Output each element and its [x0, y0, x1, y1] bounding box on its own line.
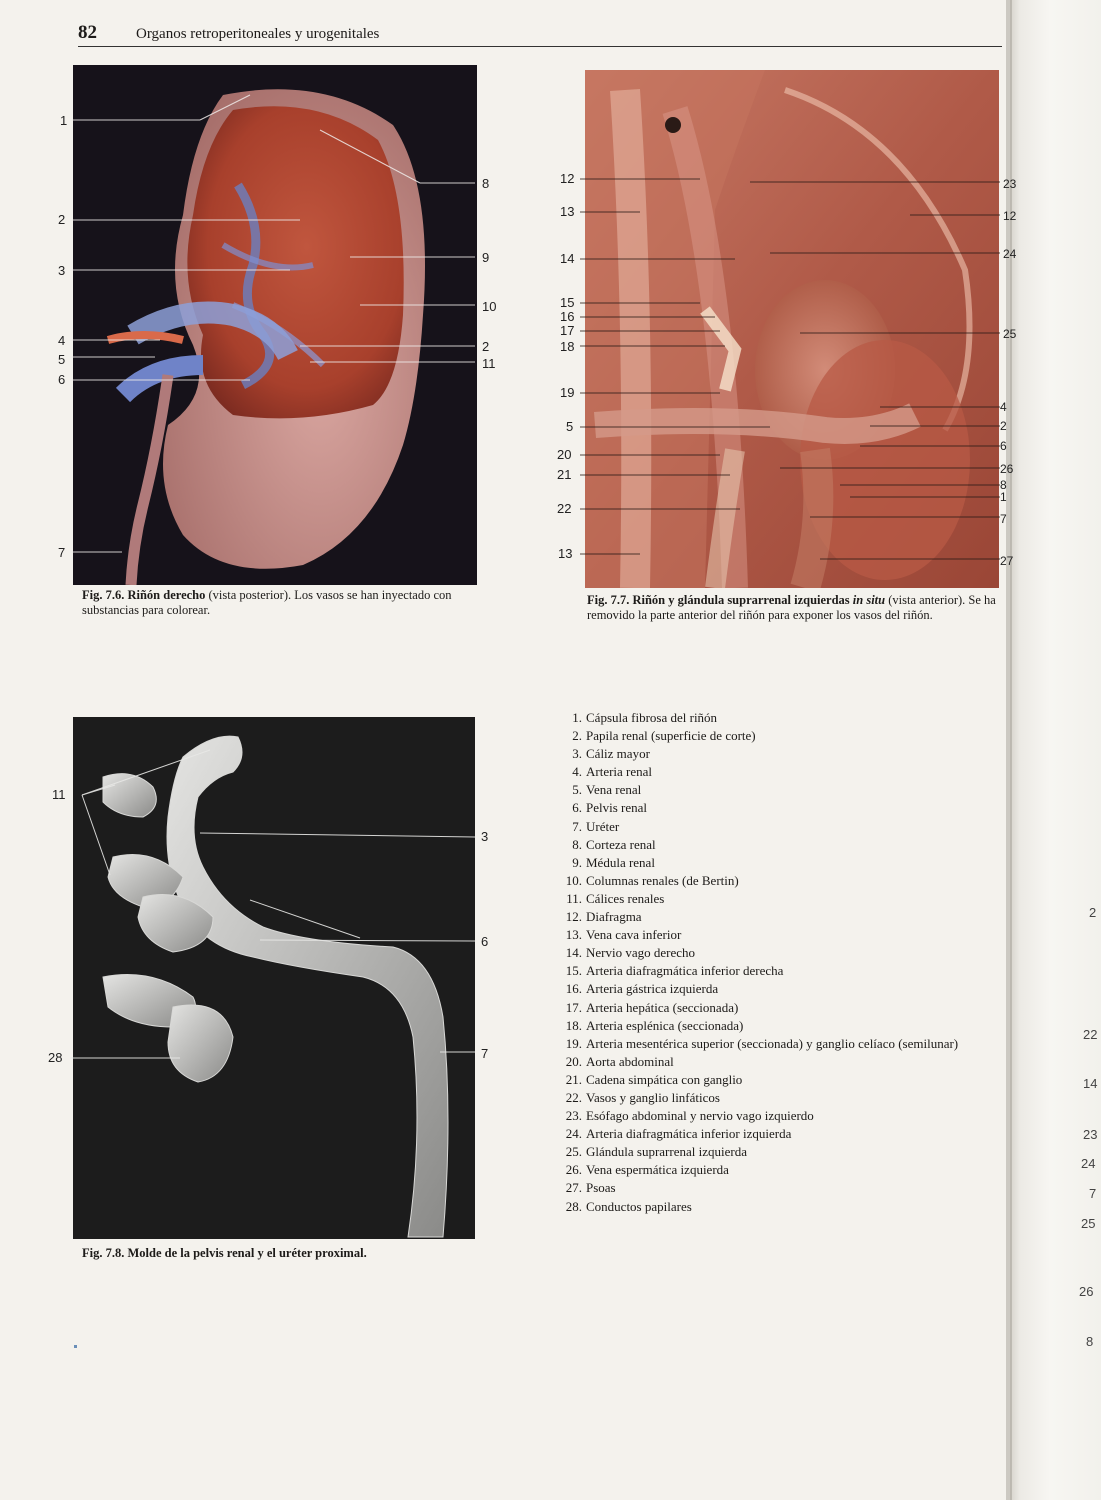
fig76-label-7: 7: [58, 545, 66, 560]
fig76-label-5: 5: [58, 352, 66, 367]
legend-item: 26. Vena espermática izquierda: [565, 1162, 729, 1178]
fig77-label-19: 19: [560, 385, 575, 400]
fig76-leader-lines: [60, 90, 480, 570]
fig77-label-13: 13: [560, 204, 575, 219]
fig78-label-28: 28: [48, 1050, 63, 1065]
fig77-label-27: 27: [1000, 554, 1014, 568]
fig77-label-23: 23: [1003, 177, 1017, 191]
fig77-label-26: 26: [1000, 462, 1014, 476]
fig77-leader-lines: [580, 170, 1000, 570]
legend-item: 9. Médula renal: [572, 854, 655, 870]
fig77-label-18: 18: [560, 339, 575, 354]
fig77-label-12: 12: [560, 171, 575, 186]
legend-item: 20. Aorta abdominal: [565, 1053, 674, 1069]
fig76-label-2b: 2: [482, 339, 490, 354]
fig77-label-22: 22: [557, 501, 572, 516]
legend-item: 23. Esófago abdominal y nervio vago izquierdo: [565, 1108, 814, 1124]
legend-item: 5. Vena renal: [572, 782, 642, 798]
legend-item: 1. Cápsula fibrosa del riñón: [572, 710, 718, 725]
fig77-label-12b: 12: [1003, 209, 1017, 223]
fig76-label-10: 10: [482, 299, 497, 314]
legend-item: 11. Cálices renales: [566, 890, 665, 906]
legend-item: 10. Columnas renales (de Bertin): [565, 872, 739, 888]
legend-item: 28. Conductos papilares: [565, 1198, 692, 1214]
fig78-label-3: 3: [481, 829, 489, 844]
legend-item: 21. Cadena simpática con ganglio: [565, 1071, 743, 1087]
next-page-number: 2: [1089, 905, 1097, 920]
fig77-label-15: 15: [560, 295, 575, 310]
fig78-caption: Fig. 7.8. Molde de la pelvis renal y el uréter proximal.: [82, 1246, 367, 1260]
fig77-label-24: 24: [1003, 247, 1017, 261]
legend-item: 25. Glándula suprarrenal izquierda: [565, 1144, 747, 1160]
fig77-label-14: 14: [560, 251, 575, 266]
next-page-number: 25: [1081, 1216, 1096, 1231]
legend-item: 13. Vena cava inferior: [565, 927, 682, 943]
fig76-label-2: 2: [58, 212, 66, 227]
legend-item: 14. Nervio vago derecho: [565, 945, 696, 961]
page-fold-shadow: [1006, 0, 1012, 1500]
fig77-label-1: 1: [1000, 490, 1007, 504]
next-page-number: 14: [1083, 1076, 1098, 1091]
legend-item: 24. Arteria diafragmática inferior izquierda: [565, 1126, 792, 1142]
fig77-label-16: 16: [560, 309, 575, 324]
anatomy-legend: [560, 709, 990, 1216]
fig76-caption: Fig. 7.6. Riñón derecho (vista posterior). Los vasos se han inyectado con substancias para colorear.: [82, 588, 452, 617]
legend-item: 15. Arteria diafragmática inferior derecha: [565, 963, 784, 979]
page-header: [78, 22, 1002, 47]
fig77-label-7: 7: [1000, 512, 1007, 526]
legend-item: 27. Psoas: [565, 1180, 616, 1196]
legend-item: 12. Diafragma: [565, 909, 642, 925]
legend-item: 6. Pelvis renal: [572, 800, 648, 816]
legend-item: 7. Uréter: [572, 818, 620, 834]
running-title: Organos retroperitoneales y urogenitales: [136, 26, 380, 42]
fig78-leader-lines: [60, 740, 480, 1070]
fig77-label-21: 21: [557, 467, 572, 482]
legend-item: 2. Papila renal (superficie de corte): [572, 728, 756, 744]
next-page-number: 24: [1081, 1156, 1096, 1171]
legend-item: 3. Cáliz mayor: [572, 746, 650, 762]
next-page-number: 7: [1089, 1186, 1097, 1201]
fig77-label-8: 8: [1000, 478, 1007, 492]
fig76-label-9: 9: [482, 250, 490, 265]
legend-item: 22. Vasos y ganglio linfáticos: [565, 1089, 720, 1105]
fig76-label-6: 6: [58, 372, 66, 387]
fig77-label-6: 6: [1000, 439, 1007, 453]
legend-item: 17. Arteria hepática (seccionada): [565, 999, 739, 1015]
next-page-number: 8: [1086, 1334, 1094, 1349]
legend-item: 4. Arteria renal: [572, 764, 653, 780]
fig77-label-20: 20: [557, 447, 572, 462]
next-page-number: 23: [1083, 1127, 1098, 1142]
next-page-number: 26: [1079, 1284, 1094, 1299]
fig76-label-11: 11: [482, 356, 496, 371]
fig77-label-13b: 13: [558, 546, 573, 561]
next-page-edge: [1010, 0, 1101, 1500]
fig76-label-8: 8: [482, 176, 490, 191]
fig78-label-7: 7: [481, 1046, 489, 1061]
fig77-label-5: 5: [566, 419, 574, 434]
page-number: 82: [78, 22, 97, 43]
fig78-label-6: 6: [481, 934, 489, 949]
fig76-label-1: 1: [60, 113, 68, 128]
fig77-label-2: 2: [1000, 419, 1007, 433]
fig77-caption: Fig. 7.7. Riñón y glándula suprarrenal izquierdas in situ (vista anterior). Se ha removido la parte anterior del riñón para exponer los vasos del riñón.: [587, 593, 996, 622]
next-page-number: 22: [1083, 1027, 1098, 1042]
fig76-label-4: 4: [58, 333, 66, 348]
scan-speck: [74, 1345, 77, 1348]
legend-item: 16. Arteria gástrica izquierda: [565, 981, 719, 997]
legend-item: 18. Arteria esplénica (seccionada): [565, 1017, 744, 1033]
fig77-label-25: 25: [1003, 327, 1017, 341]
fig78-label-11: 11: [52, 787, 66, 802]
legend-item: 19. Arteria mesentérica superior (seccionada) y ganglio celíaco (semilunar): [565, 1035, 959, 1051]
legend-item: 8. Corteza renal: [572, 836, 656, 852]
fig77-label-4: 4: [1000, 400, 1007, 414]
fig76-label-3: 3: [58, 263, 66, 278]
fig77-label-17: 17: [560, 323, 575, 338]
